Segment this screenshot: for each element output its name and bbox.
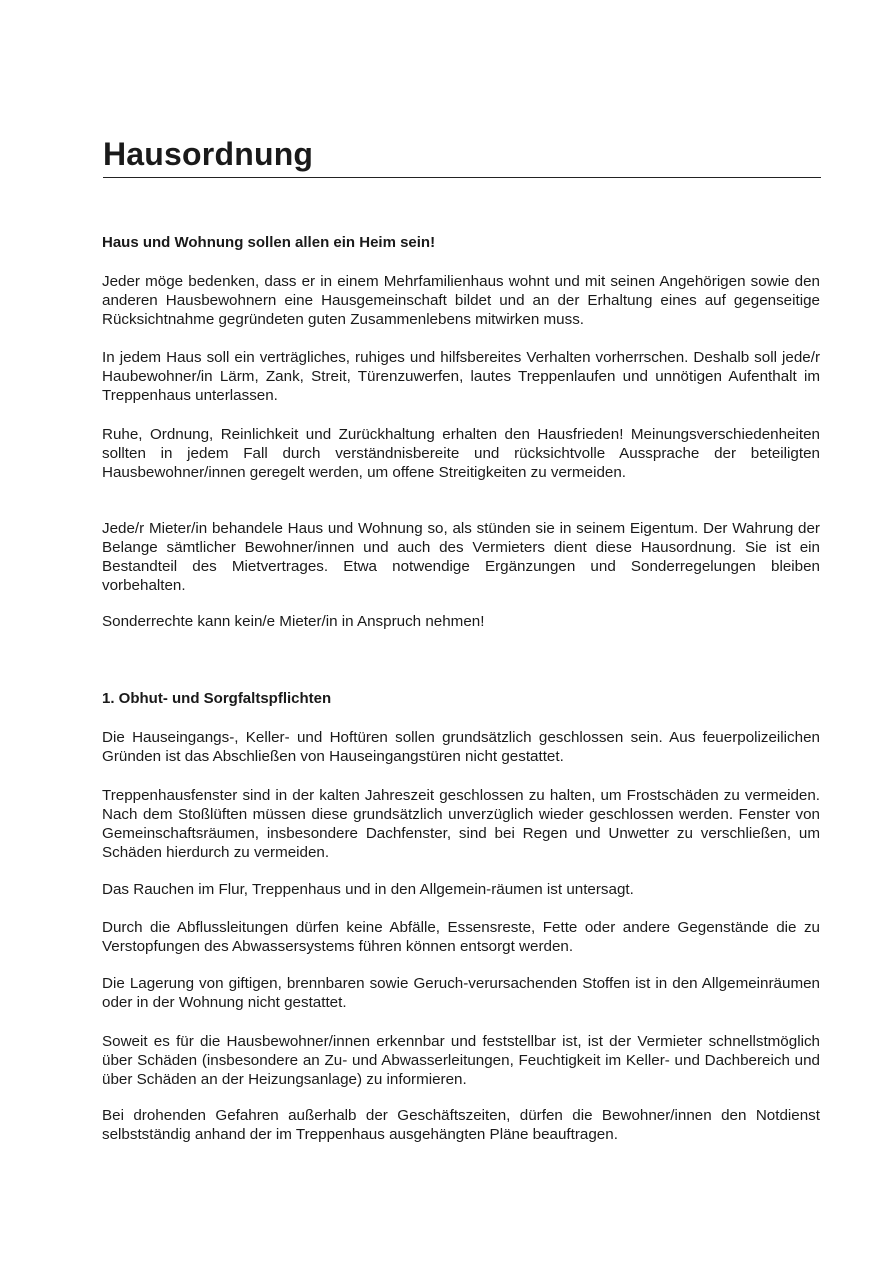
document-title: Hausordnung (103, 136, 314, 172)
section-1-paragraph-2: Treppenhausfenster sind in der kalten Jahreszeit geschlossen zu halten, um Frostschäden zu vermeiden. Nach dem Stoßlüften müssen diese grundsätzlich unverzüglich wieder geschlossen werden. Fenster von Gemeinschaftsräumen, insbesondere Dachfenster, sind bei Regen und Unwetter zu verschließen, um Schäden hierdurch zu vermeiden. (102, 787, 820, 861)
section-1-paragraph-6: Soweit es für die Hausbewohner/innen erkennbar und feststellbar ist, ist der Vermieter schnellstmöglich über Schäden (insbesondere an Zu- und Abwasserleitungen, Feuchtigkeit im Keller- und Dachbereich und über Schäden an der Heizungsanlage) zu informieren. (102, 1033, 820, 1088)
title-underline (103, 177, 821, 178)
section-1-paragraph-4: Durch die Abflussleitungen dürfen keine Abfälle, Essensreste, Fette oder andere Gegenstände die zu Verstopfungen des Abwassersystems führen können entsorgt werden. (102, 919, 820, 955)
intro-paragraph-4: Jede/r Mieter/in behandele Haus und Wohnung so, als stünden sie in seinem Eigentum. Der Wahrung der Belange sämtlicher Bewohner/innen und auch des Vermieters dient diese Hausordnung. Sie ist ein Bestandteil des Mietvertrages. Etwa notwendige Ergänzungen und Sonderregelungen bleiben vorbehalten. (102, 520, 820, 594)
section-1-paragraph-3: Das Rauchen im Flur, Treppenhaus und in den Allgemein-räumen ist untersagt. (102, 881, 634, 898)
section-1-paragraph-1: Die Hauseingangs-, Keller- und Hoftüren sollen grundsätzlich geschlossen sein. Aus feuerpolizeilichen Gründen ist das Abschließen von Hauseingangstüren nicht gestattet. (102, 729, 820, 765)
section-1-paragraph-5: Die Lagerung von giftigen, brennbaren sowie Geruch-verursachenden Stoffen ist in den Allgemeinräumen oder in der Wohnung nicht gestattet. (102, 975, 820, 1011)
intro-paragraph-5: Sonderrechte kann kein/e Mieter/in in Anspruch nehmen! (102, 613, 485, 630)
intro-paragraph-1: Jeder möge bedenken, dass er in einem Mehrfamilienhaus wohnt und mit seinen Angehörigen sowie den anderen Hausbewohnern eine Hausgemeinschaft bildet und an der Erhaltung eines auf gegenseitige Rücksichtnahme gegründeten guten Zusammenlebens mitwirken muss. (102, 273, 820, 328)
section-1-heading: 1. Obhut- und Sorgfaltspflichten (102, 690, 332, 707)
intro-paragraph-2: In jedem Haus soll ein verträgliches, ruhiges und hilfsbereites Verhalten vorherrschen. Deshalb soll jede/r Haubewohner/in Lärm, Zank, Streit, Türenzuwerfen, lautes Treppenlaufen und unnötigen Aufenthalt im Treppenhaus unterlassen. (102, 349, 820, 404)
section-1-paragraph-7: Bei drohenden Gefahren außerhalb der Geschäftszeiten, dürfen die Bewohner/innen den Notdienst selbstständig anhand der im Treppenhaus ausgehängten Pläne beauftragen. (102, 1107, 820, 1143)
intro-paragraph-3: Ruhe, Ordnung, Reinlichkeit und Zurückhaltung erhalten den Hausfrieden! Meinungsverschiedenheiten sollten in jedem Fall durch verständnisbereite und rücksichtvolle Aussprache der beteiligten Hausbewohner/innen geregelt werden, um offene Streitigkeiten zu vermeiden. (102, 426, 820, 481)
intro-heading: Haus und Wohnung sollen allen ein Heim sein! (102, 234, 436, 251)
